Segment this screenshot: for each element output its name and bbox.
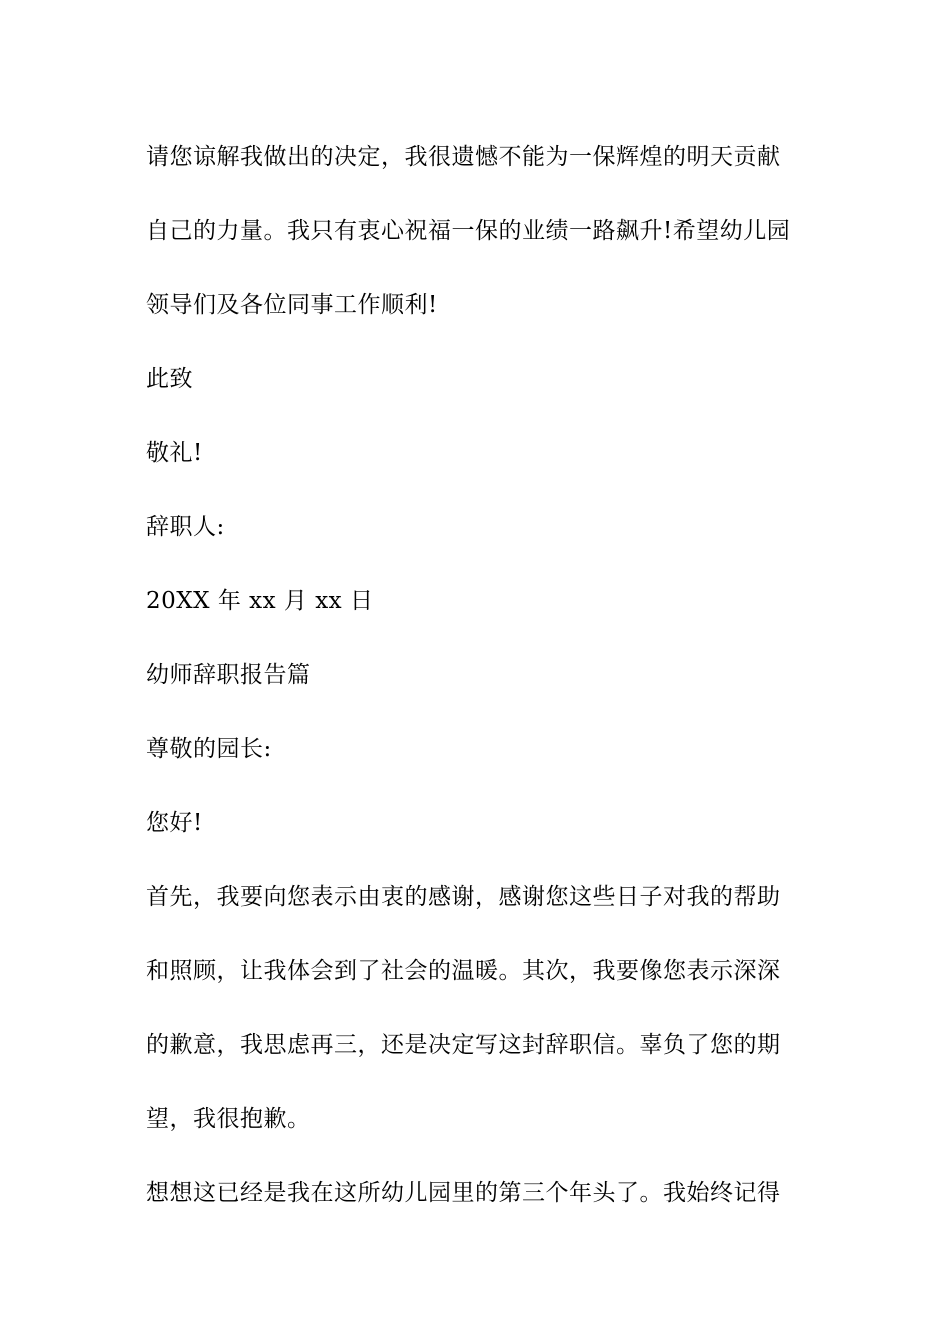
text-line: 首先，我要向您表示由衷的感谢，感谢您这些日子对我的帮助 — [146, 884, 781, 910]
text-line: 请您谅解我做出的决定，我很遗憾不能为一保辉煌的明天贡献 — [146, 144, 781, 170]
text-line: 的歉意，我思虑再三，还是决定写这封辞职信。辜负了您的期 — [146, 1032, 781, 1058]
closing-regards: 敬礼! — [146, 440, 203, 466]
date-line: 20XX 年 xx 月 xx 日 — [146, 588, 374, 614]
greeting-addressee: 尊敬的园长: — [146, 736, 272, 762]
text-line: 领导们及各位同事工作顺利! — [146, 292, 438, 318]
text-line: 想想这已经是我在这所幼儿园里的第三个年头了。我始终记得 — [146, 1180, 781, 1206]
section-title: 幼师辞职报告篇 — [146, 662, 311, 688]
greeting: 您好! — [146, 810, 203, 836]
closing-salutation: 此致 — [146, 366, 193, 392]
signature-label: 辞职人: — [146, 514, 225, 540]
text-line: 自己的力量。我只有衷心祝福一保的业绩一路飙升!希望幼儿园 — [146, 218, 791, 244]
text-line: 望，我很抱歉。 — [146, 1106, 311, 1132]
text-line: 和照顾，让我体会到了社会的温暖。其次，我要像您表示深深 — [146, 958, 781, 984]
